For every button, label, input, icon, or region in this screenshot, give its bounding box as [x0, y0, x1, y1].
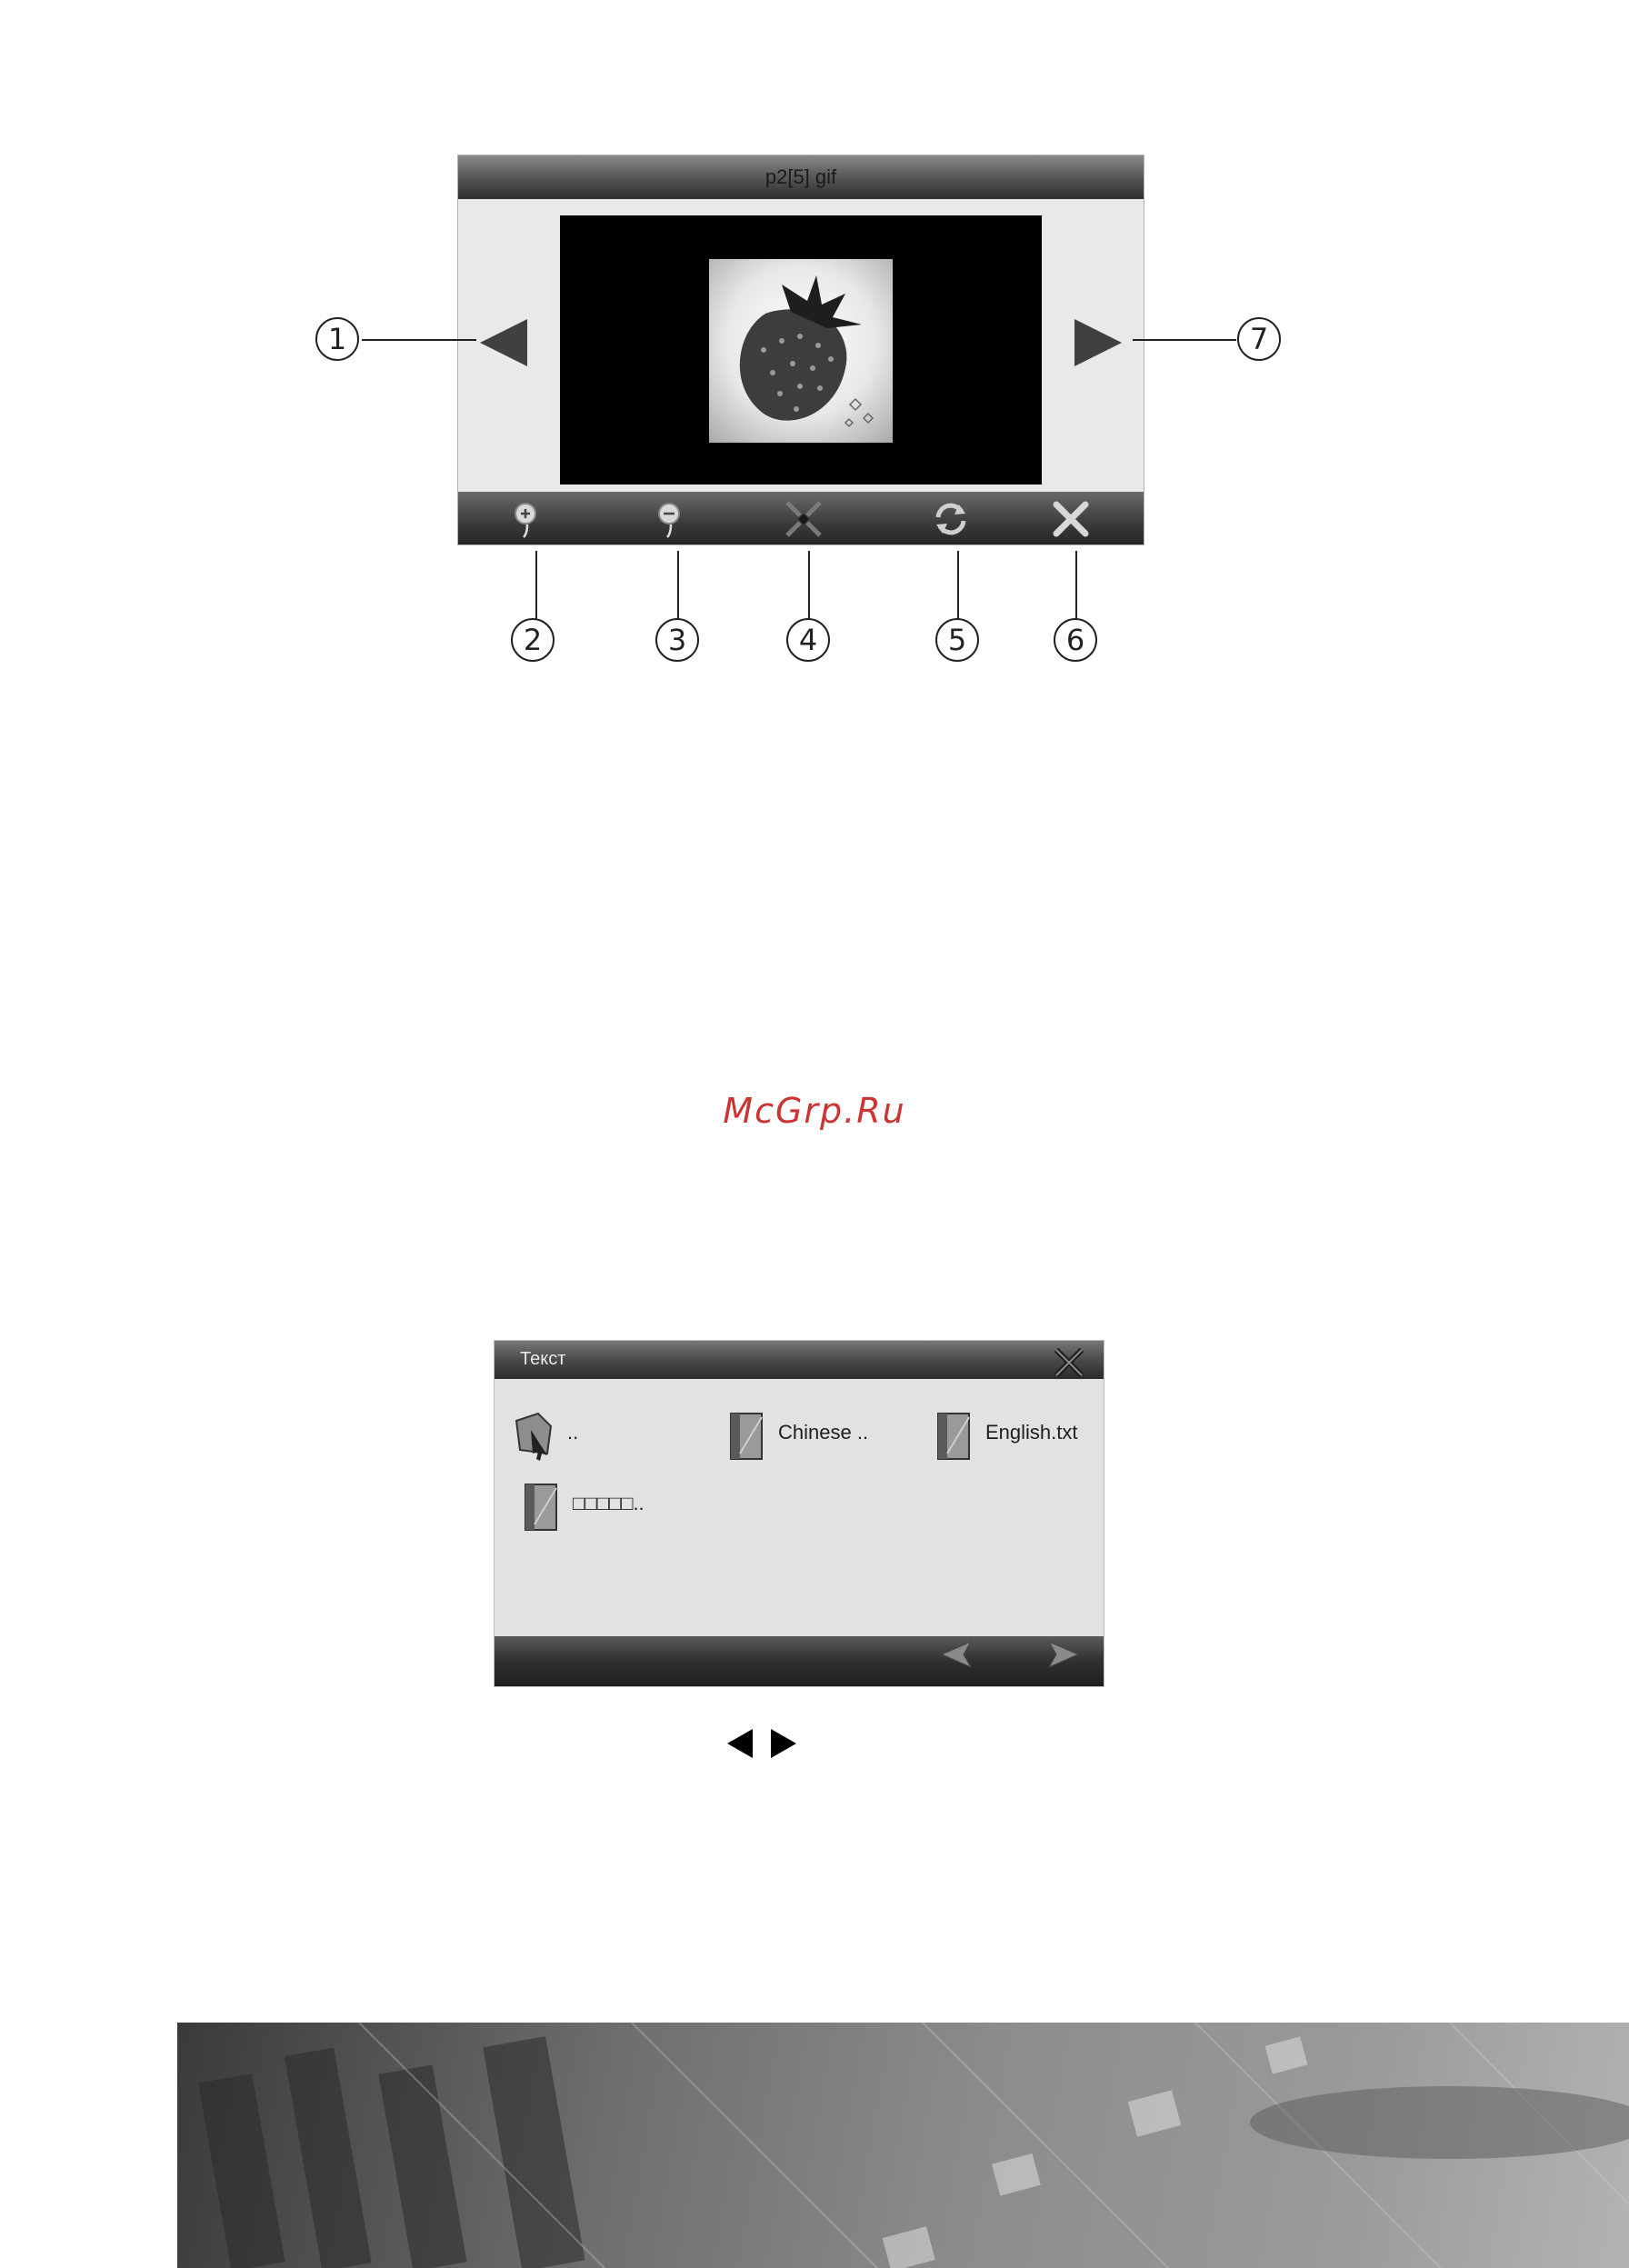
viewer-file-name: p2[5] gif	[765, 165, 837, 188]
callout-5-line	[957, 551, 959, 620]
browser-title: Текст	[520, 1349, 566, 1369]
abstract-pattern-graphic	[177, 2023, 1629, 2268]
browser-footer-bar	[495, 1636, 1104, 1686]
rotate-icon	[929, 497, 973, 541]
previous-image-icon[interactable]	[480, 319, 527, 366]
callout-3: 3	[655, 618, 699, 662]
zoom-out-icon	[651, 497, 695, 541]
callout-3-line	[677, 551, 679, 620]
callout-4: 4	[786, 618, 830, 662]
rotate-button[interactable]	[929, 497, 973, 541]
file-item-english[interactable]	[929, 1404, 1102, 1468]
callout-1: 1	[315, 317, 359, 361]
callout-5: 5	[935, 618, 979, 662]
fit-screen-button[interactable]	[782, 497, 825, 541]
image-stage	[560, 215, 1042, 485]
file-label: □□□□□..	[573, 1492, 645, 1514]
document-icon	[516, 1479, 567, 1535]
callout-1-line	[362, 339, 476, 341]
fullscreen-icon	[782, 497, 825, 541]
file-item-unnamed[interactable]	[516, 1475, 716, 1539]
callout-6-line	[1075, 551, 1077, 620]
close-viewer-button[interactable]	[1049, 497, 1093, 541]
viewer-toolbar	[458, 492, 1144, 545]
next-image-icon[interactable]	[1074, 319, 1122, 366]
text-browser-screen	[495, 1341, 1104, 1686]
file-item-parent[interactable]	[511, 1404, 675, 1468]
folder-up-icon	[511, 1408, 562, 1464]
page-arrows-legend	[724, 1727, 805, 1760]
callout-7: 7	[1237, 317, 1281, 361]
photo-viewer-screen	[458, 155, 1144, 545]
chevron-left-icon	[936, 1638, 976, 1674]
browser-title-bar	[495, 1341, 1104, 1379]
zoom-out-button[interactable]	[651, 497, 695, 541]
file-item-chinese[interactable]	[722, 1404, 904, 1468]
close-icon	[1049, 497, 1093, 541]
callout-2: 2	[511, 618, 555, 662]
strawberry-image	[709, 259, 893, 443]
page-previous-button[interactable]	[936, 1638, 976, 1674]
decorative-banner	[177, 2023, 1629, 2268]
callout-7-line	[1133, 339, 1236, 341]
close-icon	[1051, 1344, 1087, 1381]
callout-2-line	[535, 551, 537, 620]
chevron-right-icon	[1044, 1638, 1084, 1674]
strawberry-icon	[709, 259, 893, 443]
watermark-text: McGrp.Ru	[723, 1091, 906, 1131]
file-label: ..	[567, 1421, 579, 1444]
viewer-title-bar	[458, 155, 1144, 199]
zoom-in-button[interactable]	[507, 497, 551, 541]
zoom-in-icon	[507, 497, 551, 541]
callout-6: 6	[1054, 618, 1097, 662]
callout-4-line	[808, 551, 810, 620]
close-browser-button[interactable]	[1051, 1344, 1087, 1381]
document-icon	[929, 1408, 980, 1464]
file-label: English.txt	[985, 1421, 1078, 1444]
file-label: Chinese ..	[778, 1421, 869, 1444]
document-icon	[722, 1408, 773, 1464]
page-next-button[interactable]	[1044, 1638, 1084, 1674]
arrow-left-right-icon	[724, 1727, 805, 1760]
